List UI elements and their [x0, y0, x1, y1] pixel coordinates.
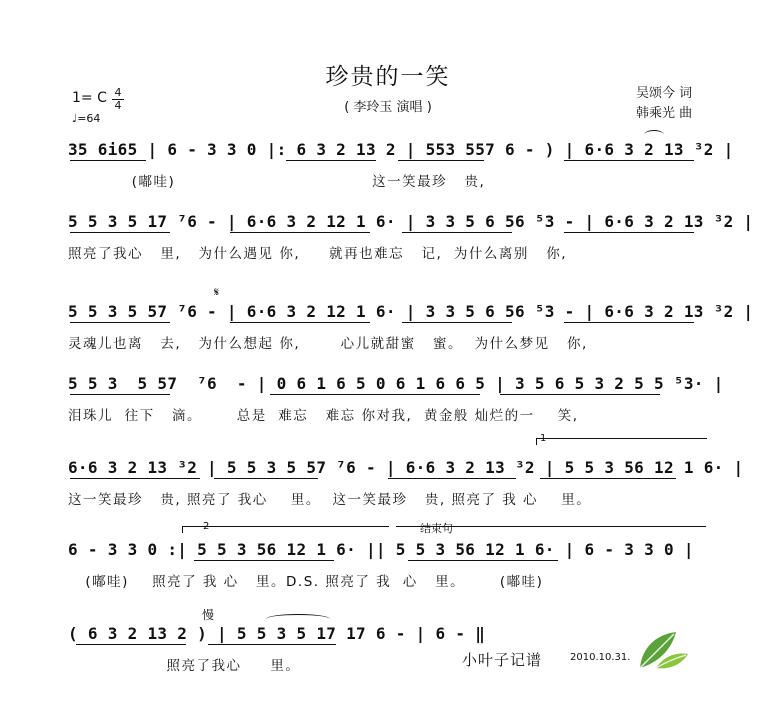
composer-credit: 韩乘光 曲 [636, 106, 693, 121]
ending-bracket: 结束句 [396, 526, 706, 533]
performer-subtitle: ( 李玲玉 演唱 ) [344, 100, 432, 115]
tempo-marking: ♩=64 [72, 112, 101, 125]
score-line-1-notes: 35 6i65 | 6 - 3 3 0 |: 6 3 2 13 2 | 553 557 6 - ) | 6·6 3 2 13 ³2 | [68, 140, 734, 159]
score-line-3-lyrics: 灵魂儿也离 去, 为什么想起 你, 心儿就甜蜜 蜜。 为什么梦见 你, [68, 336, 588, 352]
beam-line [286, 160, 376, 161]
score-line-7-notes: ( 6 3 2 13 2 ) | 5 5 3 5 17 17 6 - | 6 - ‖ [68, 624, 486, 643]
time-signature-bottom: 4 [114, 99, 122, 112]
beam-line [398, 160, 484, 161]
score-line-1-lyrics: (嘟哇) 这一笑最珍 贵, [68, 174, 486, 190]
key-signature: 1= C [72, 90, 107, 106]
beam-line [76, 644, 186, 645]
score-line-5-lyrics: 这一笑最珍 贵, 照亮了 我心 里。 这一笑最珍 贵, 照亮了 我 心 里。 [68, 492, 592, 508]
beam-line [564, 322, 694, 323]
transcription-date: 2010.10.31. [570, 652, 631, 663]
score-line-5-notes: 6·6 3 2 13 ³2 | 5 5 3 5 57 ⁷6 - | 6·6 3 2 13 ³2 | 5 5 3 56 12 1 6· | [68, 458, 744, 477]
beam-line [402, 322, 512, 323]
score-line-2-lyrics: 照亮了我心 里, 为什么遇见 你, 就再也难忘 记, 为什么离别 你, [68, 246, 567, 262]
beam-line [270, 394, 480, 395]
beam-line [564, 232, 694, 233]
volta-second-ending: 2 [182, 526, 389, 533]
beam-line [402, 232, 512, 233]
score-line-3-notes: 5 5 3 5 57 ⁷6 - | 6·6 3 2 12 1 6· | 3 3 5 6 56 ⁵3 - | 6·6 3 2 13 ³2 | [68, 302, 754, 321]
time-signature [112, 88, 124, 111]
score-line-6-lyrics: (嘟哇) 照亮了 我 心 里。D.S. 照亮了 我 心 里。 (嘟哇) [68, 574, 544, 590]
volta-first-ending: 1 [536, 438, 707, 445]
song-title: 珍贵的一笑 [325, 64, 451, 90]
slur-mark [266, 614, 330, 624]
time-signature-top: 4 [114, 86, 122, 99]
lyricist-credit: 吴颂今 词 [636, 86, 693, 101]
beam-line [230, 232, 370, 233]
beam-line [208, 644, 336, 645]
score-line-7-lyrics: 照亮了我心 里。 [68, 658, 301, 674]
score-line-6-notes: 6 - 3 3 0 :| 5 5 3 56 12 1 6· || 5 5 3 56 12 1 6· | 6 - 3 3 0 | [68, 540, 694, 559]
beam-line [70, 322, 170, 323]
tempo-slow-marking: 慢 [202, 608, 215, 622]
score-line-4-lyrics: 泪珠儿 往下 滴。 总是 难忘 难忘 你对我, 黄金般 灿烂的一 笑, [68, 408, 579, 424]
beam-line [194, 560, 334, 561]
beam-line [70, 478, 200, 479]
beam-line [70, 232, 170, 233]
beam-line [230, 322, 370, 323]
beam-line [408, 560, 558, 561]
slur-mark [644, 130, 664, 140]
leaf-icon [636, 628, 690, 672]
score-line-4-notes: 5 5 3 5 57 ⁷6 - | 0 6 1 6 5 0 6 1 6 6 5 | 3 5 6 5 3 2 5 5 ⁵3· | [68, 374, 724, 393]
segno-sign: 𝄋 [214, 285, 220, 299]
beam-line [564, 160, 694, 161]
beam-line [70, 394, 170, 395]
beam-line [500, 394, 660, 395]
beam-line [70, 160, 146, 161]
beam-line [540, 478, 676, 479]
beam-line [388, 478, 516, 479]
score-line-2-notes: 5 5 3 5 17 ⁷6 - | 6·6 3 2 12 1 6· | 3 3 5 6 56 ⁵3 - | 6·6 3 2 13 ³2 | [68, 212, 754, 231]
beam-line [214, 478, 318, 479]
transcriber-signature: 小叶子记谱 [462, 651, 543, 669]
